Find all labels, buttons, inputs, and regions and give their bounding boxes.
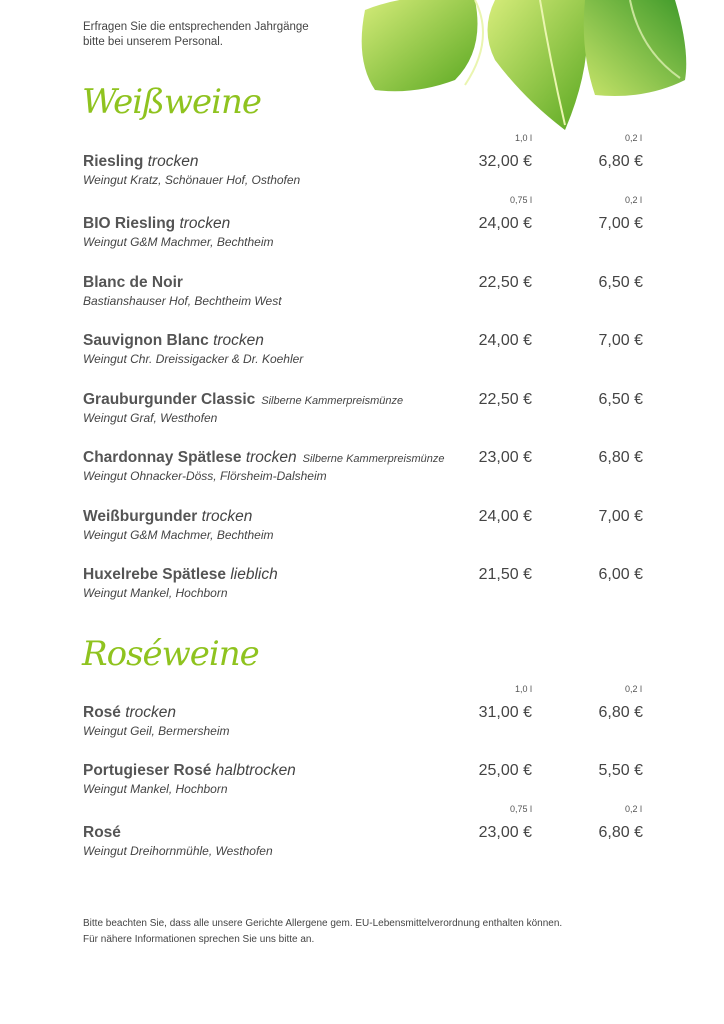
bottle-price: 22,50 € <box>478 274 532 291</box>
wine-name: Grauburgunder Classic <box>83 391 256 408</box>
wine-name: Blanc de Noir <box>83 274 183 291</box>
bottle-price: 25,00 € <box>478 762 532 779</box>
bottle-price: 23,00 € <box>478 449 532 466</box>
glass-price: 6,80 € <box>598 824 643 841</box>
wine-style: halbtrocken <box>215 762 296 779</box>
wine-producer: Weingut G&M Machmer, Bechtheim <box>83 528 274 542</box>
bottle-price: 24,00 € <box>478 508 532 525</box>
glass-price: 6,80 € <box>598 153 643 170</box>
wine-item <box>83 391 643 431</box>
glass-price: 6,00 € <box>598 566 643 583</box>
wine-name: Sauvignon Blanc <box>83 332 209 349</box>
wine-style: trocken <box>213 332 264 349</box>
wine-style: trocken <box>245 449 297 466</box>
bottle-price: 21,50 € <box>478 566 532 583</box>
bottle-size-label: 0,75 l <box>509 195 532 205</box>
bottle-size-label: 1,0 l <box>514 684 532 694</box>
wine-name-line <box>83 391 403 409</box>
wine-producer: Weingut Kratz, Schönauer Hof, Osthofen <box>83 173 301 187</box>
award-badge: Silberne Kammerpreismünze <box>261 395 404 407</box>
glass-price: 7,00 € <box>598 332 643 349</box>
glass-price: 6,80 € <box>598 449 643 466</box>
wine-name-line <box>83 824 121 842</box>
wine-name: Chardonnay Spätlese <box>83 449 242 466</box>
bottle-price: 22,50 € <box>478 391 532 408</box>
wine-name: Huxelrebe Spätlese <box>83 566 227 583</box>
bottle-price: 32,00 € <box>478 153 532 170</box>
wine-producer: Weingut Graf, Westhofen <box>83 411 218 425</box>
wine-style: trocken <box>201 508 253 525</box>
wine-producer: Weingut Mankel, Hochborn <box>83 586 228 600</box>
wine-item <box>83 704 643 744</box>
wine-name-line <box>83 153 198 171</box>
bottle-size-label: 0,75 l <box>509 804 532 814</box>
section-heading: Weißweine <box>82 82 261 122</box>
bottle-price: 31,00 € <box>478 704 532 721</box>
intro-line: Erfragen Sie die entsprechenden Jahrgänge <box>83 21 309 33</box>
wine-item <box>83 274 643 314</box>
wine-name: Rosé <box>83 824 121 841</box>
wine-name-line <box>83 762 296 780</box>
wine-name-line <box>83 508 252 526</box>
wine-producer: Weingut Chr. Dreissigacker & Dr. Koehler <box>83 352 304 366</box>
wine-item <box>83 566 643 606</box>
wine-name-line <box>83 332 264 350</box>
wine-producer: Weingut Ohnacker-Döss, Flörsheim-Dalsheim <box>83 469 327 483</box>
wine-style: trocken <box>147 153 199 170</box>
wine-item <box>83 449 643 489</box>
intro-note <box>83 20 309 50</box>
wine-producer: Weingut Dreihornmühle, Westhofen <box>83 844 273 858</box>
wine-style: trocken <box>179 215 231 232</box>
bottle-price: 23,00 € <box>478 824 532 841</box>
wine-item <box>83 153 643 193</box>
wine-style: trocken <box>125 704 177 721</box>
footer-line: Bitte beachten Sie, dass alle unsere Gerichte Allergene gem. EU-Lebensmittelverordnung enthalten können. <box>83 918 563 929</box>
wine-item <box>83 508 643 548</box>
wine-name-line <box>83 566 278 584</box>
bottle-size-label: 1,0 l <box>514 133 532 143</box>
award-badge: Silberne Kammerpreismünze <box>302 453 445 465</box>
wine-item <box>83 215 643 255</box>
glass-price: 5,50 € <box>598 762 643 779</box>
wine-item <box>83 762 643 802</box>
wine-name: BIO Riesling <box>83 215 176 232</box>
glass-price: 6,50 € <box>598 391 643 408</box>
glass-price: 7,00 € <box>598 215 643 232</box>
glass-price: 6,80 € <box>598 704 643 721</box>
wine-name-line <box>83 274 183 292</box>
glass-price: 7,00 € <box>598 508 643 525</box>
wine-name: Riesling <box>83 153 144 170</box>
wine-producer: Weingut Geil, Bermersheim <box>83 724 230 738</box>
glass-size-label: 0,2 l <box>624 804 642 814</box>
wine-producer: Bastianshauser Hof, Bechtheim West <box>83 294 282 308</box>
wine-name-line <box>83 704 176 722</box>
glass-size-label: 0,2 l <box>624 684 642 694</box>
wine-item <box>83 824 643 864</box>
bottle-price: 24,00 € <box>478 215 532 232</box>
wine-name: Rosé <box>83 704 121 721</box>
wine-name-line <box>83 215 230 233</box>
leaves-illustration <box>355 0 695 140</box>
allergen-footer <box>83 916 562 948</box>
glass-size-label: 0,2 l <box>624 195 642 205</box>
wine-name: Weißburgunder <box>83 508 198 525</box>
wine-item <box>83 332 643 372</box>
footer-line: Für nähere Informationen sprechen Sie uns bitte an. <box>83 934 315 945</box>
glass-price: 6,50 € <box>598 274 643 291</box>
wine-producer: Weingut Mankel, Hochborn <box>83 782 228 796</box>
wine-style: lieblich <box>230 566 278 583</box>
wine-name-line <box>83 449 445 467</box>
bottle-price: 24,00 € <box>478 332 532 349</box>
wine-name: Portugieser Rosé <box>83 762 212 779</box>
section-heading: Roséweine <box>82 634 259 674</box>
intro-line: bitte bei unserem Personal. <box>83 36 223 48</box>
wine-producer: Weingut G&M Machmer, Bechtheim <box>83 235 274 249</box>
glass-size-label: 0,2 l <box>624 133 642 143</box>
